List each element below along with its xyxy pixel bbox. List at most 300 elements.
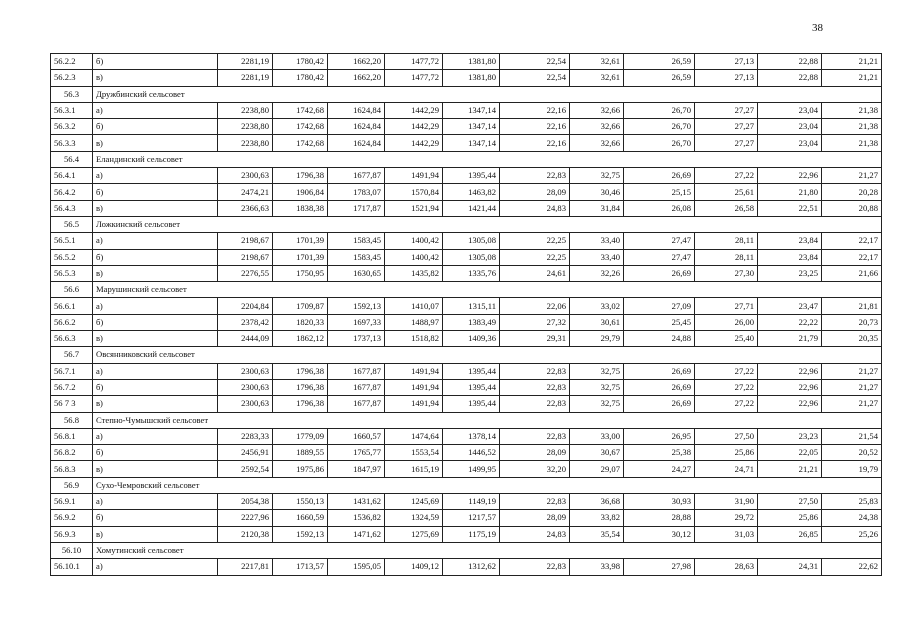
value-cell: 1583,45 <box>328 249 385 265</box>
row-code: 56.8 <box>51 412 93 428</box>
value-cell: 2378,42 <box>218 314 273 330</box>
value-cell: 24,71 <box>695 461 758 477</box>
value-cell: 33,98 <box>570 559 624 575</box>
value-cell: 27,71 <box>695 298 758 314</box>
value-cell: 22,96 <box>758 379 822 395</box>
table-row <box>51 494 882 510</box>
value-cell: 23,04 <box>758 102 822 118</box>
value-cell: 1889,55 <box>273 445 328 461</box>
value-cell: 2283,33 <box>218 428 273 444</box>
value-cell: 35,54 <box>570 526 624 542</box>
value-cell: 22,83 <box>500 363 570 379</box>
value-cell: 1847,97 <box>328 461 385 477</box>
row-code: 56.10 <box>51 542 93 558</box>
value-cell: 20,73 <box>822 314 882 330</box>
value-cell: 1630,65 <box>328 265 385 281</box>
value-cell: 23,23 <box>758 428 822 444</box>
section-title: Марушинский сельсовет <box>93 282 882 298</box>
value-cell: 1175,19 <box>443 526 500 542</box>
table-row <box>51 168 882 184</box>
value-cell: 19,79 <box>822 461 882 477</box>
value-cell: 31,03 <box>695 526 758 542</box>
value-cell: 1975,86 <box>273 461 328 477</box>
value-cell: 2281,19 <box>218 70 273 86</box>
value-cell: 22,16 <box>500 102 570 118</box>
value-cell: 22,83 <box>500 168 570 184</box>
value-cell: 32,66 <box>570 119 624 135</box>
value-cell: 22,96 <box>758 363 822 379</box>
value-cell: 1780,42 <box>273 54 328 70</box>
value-cell: 24,38 <box>822 510 882 526</box>
row-code: 56.5.2 <box>51 249 93 265</box>
value-cell: 1737,13 <box>328 331 385 347</box>
value-cell: 32,61 <box>570 54 624 70</box>
row-label: в) <box>93 70 218 86</box>
value-cell: 26,85 <box>758 526 822 542</box>
page-number: 38 <box>812 22 823 34</box>
value-cell: 22,96 <box>758 168 822 184</box>
value-cell: 29,79 <box>570 331 624 347</box>
table-row <box>51 559 882 575</box>
value-cell: 22,62 <box>822 559 882 575</box>
row-code: 56.4.3 <box>51 200 93 216</box>
value-cell: 27,50 <box>695 428 758 444</box>
value-cell: 26,69 <box>624 379 695 395</box>
value-cell: 1796,38 <box>273 379 328 395</box>
value-cell: 27,09 <box>624 298 695 314</box>
value-cell: 22,88 <box>758 70 822 86</box>
section-row <box>51 86 882 102</box>
value-cell: 26,00 <box>695 314 758 330</box>
table-row <box>51 200 882 216</box>
row-code: 56.8.3 <box>51 461 93 477</box>
value-cell: 32,75 <box>570 379 624 395</box>
value-cell: 21,21 <box>758 461 822 477</box>
value-cell: 28,63 <box>695 559 758 575</box>
section-row <box>51 477 882 493</box>
value-cell: 1536,82 <box>328 510 385 526</box>
section-title: Дружбинский сельсовет <box>93 86 882 102</box>
tariff-table <box>50 53 882 576</box>
row-label: а) <box>93 233 218 249</box>
table-row <box>51 526 882 542</box>
value-cell: 20,52 <box>822 445 882 461</box>
value-cell: 1701,39 <box>273 249 328 265</box>
value-cell: 26,95 <box>624 428 695 444</box>
value-cell: 1410,07 <box>385 298 443 314</box>
value-cell: 1717,87 <box>328 200 385 216</box>
value-cell: 2198,67 <box>218 249 273 265</box>
value-cell: 21,27 <box>822 396 882 412</box>
value-cell: 1796,38 <box>273 396 328 412</box>
value-cell: 1592,13 <box>328 298 385 314</box>
value-cell: 22,51 <box>758 200 822 216</box>
value-cell: 1570,84 <box>385 184 443 200</box>
value-cell: 27,50 <box>758 494 822 510</box>
value-cell: 1315,11 <box>443 298 500 314</box>
value-cell: 1595,05 <box>328 559 385 575</box>
value-cell: 2300,63 <box>218 168 273 184</box>
value-cell: 1442,29 <box>385 119 443 135</box>
value-cell: 1677,87 <box>328 396 385 412</box>
value-cell: 1381,80 <box>443 54 500 70</box>
value-cell: 27,22 <box>695 379 758 395</box>
value-cell: 1431,62 <box>328 494 385 510</box>
value-cell: 1409,12 <box>385 559 443 575</box>
value-cell: 21,66 <box>822 265 882 281</box>
value-cell: 22,16 <box>500 135 570 151</box>
value-cell: 21,81 <box>822 298 882 314</box>
value-cell: 1697,33 <box>328 314 385 330</box>
value-cell: 2198,67 <box>218 233 273 249</box>
value-cell: 2120,38 <box>218 526 273 542</box>
value-cell: 23,84 <box>758 249 822 265</box>
row-code: 56.9.3 <box>51 526 93 542</box>
value-cell: 24,61 <box>500 265 570 281</box>
value-cell: 32,75 <box>570 168 624 184</box>
value-cell: 1906,84 <box>273 184 328 200</box>
value-cell: 22,54 <box>500 54 570 70</box>
row-label: в) <box>93 526 218 542</box>
value-cell: 1381,80 <box>443 70 500 86</box>
value-cell: 27,22 <box>695 396 758 412</box>
row-label: а) <box>93 428 218 444</box>
value-cell: 27,32 <box>500 314 570 330</box>
value-cell: 25,45 <box>624 314 695 330</box>
value-cell: 22,88 <box>758 54 822 70</box>
value-cell: 25,83 <box>822 494 882 510</box>
value-cell: 22,83 <box>500 428 570 444</box>
value-cell: 1421,44 <box>443 200 500 216</box>
row-code: 56.2.2 <box>51 54 93 70</box>
value-cell: 22,83 <box>500 559 570 575</box>
value-cell: 21,38 <box>822 119 882 135</box>
value-cell: 21,27 <box>822 379 882 395</box>
row-label: б) <box>93 54 218 70</box>
row-code: 56.4 <box>51 151 93 167</box>
value-cell: 1677,87 <box>328 363 385 379</box>
section-row <box>51 347 882 363</box>
value-cell: 1305,08 <box>443 233 500 249</box>
value-cell: 22,06 <box>500 298 570 314</box>
value-cell: 1477,72 <box>385 54 443 70</box>
value-cell: 28,09 <box>500 510 570 526</box>
value-cell: 2444,09 <box>218 331 273 347</box>
value-cell: 2300,63 <box>218 396 273 412</box>
value-cell: 27,13 <box>695 54 758 70</box>
value-cell: 1677,87 <box>328 379 385 395</box>
table-row <box>51 102 882 118</box>
value-cell: 26,69 <box>624 265 695 281</box>
value-cell: 1491,94 <box>385 363 443 379</box>
row-code: 56.8.1 <box>51 428 93 444</box>
value-cell: 23,84 <box>758 233 822 249</box>
value-cell: 33,40 <box>570 233 624 249</box>
table-row <box>51 461 882 477</box>
value-cell: 1477,72 <box>385 70 443 86</box>
row-label: в) <box>93 396 218 412</box>
value-cell: 2238,80 <box>218 102 273 118</box>
row-code: 56.5.3 <box>51 265 93 281</box>
value-cell: 27,22 <box>695 168 758 184</box>
value-cell: 1442,29 <box>385 102 443 118</box>
value-cell: 26,59 <box>624 70 695 86</box>
table-row <box>51 119 882 135</box>
row-code: 56.5 <box>51 216 93 232</box>
table-row <box>51 363 882 379</box>
value-cell: 30,67 <box>570 445 624 461</box>
value-cell: 26,59 <box>624 54 695 70</box>
value-cell: 25,61 <box>695 184 758 200</box>
value-cell: 33,82 <box>570 510 624 526</box>
row-code: 56.7 <box>51 347 93 363</box>
row-label: в) <box>93 135 218 151</box>
row-code: 56.4.2 <box>51 184 93 200</box>
value-cell: 32,61 <box>570 70 624 86</box>
value-cell: 22,25 <box>500 233 570 249</box>
value-cell: 26,69 <box>624 396 695 412</box>
value-cell: 26,70 <box>624 119 695 135</box>
value-cell: 1583,45 <box>328 233 385 249</box>
value-cell: 1409,36 <box>443 331 500 347</box>
value-cell: 1491,94 <box>385 379 443 395</box>
value-cell: 1305,08 <box>443 249 500 265</box>
table-row <box>51 298 882 314</box>
table-row <box>51 314 882 330</box>
value-cell: 31,90 <box>695 494 758 510</box>
value-cell: 25,86 <box>695 445 758 461</box>
row-label: б) <box>93 119 218 135</box>
value-cell: 22,17 <box>822 233 882 249</box>
value-cell: 1662,20 <box>328 70 385 86</box>
value-cell: 1521,94 <box>385 200 443 216</box>
value-cell: 2276,55 <box>218 265 273 281</box>
row-code: 56.10.1 <box>51 559 93 575</box>
value-cell: 30,61 <box>570 314 624 330</box>
row-label: б) <box>93 379 218 395</box>
value-cell: 28,88 <box>624 510 695 526</box>
value-cell: 24,27 <box>624 461 695 477</box>
value-cell: 1312,62 <box>443 559 500 575</box>
value-cell: 1395,44 <box>443 168 500 184</box>
value-cell: 1491,94 <box>385 396 443 412</box>
row-code: 56.3.1 <box>51 102 93 118</box>
value-cell: 26,69 <box>624 363 695 379</box>
value-cell: 1400,42 <box>385 233 443 249</box>
row-label: в) <box>93 461 218 477</box>
value-cell: 1615,19 <box>385 461 443 477</box>
value-cell: 1701,39 <box>273 233 328 249</box>
table-row <box>51 510 882 526</box>
value-cell: 1742,68 <box>273 102 328 118</box>
value-cell: 1347,14 <box>443 119 500 135</box>
row-label: а) <box>93 168 218 184</box>
value-cell: 23,04 <box>758 135 822 151</box>
value-cell: 27,13 <box>695 70 758 86</box>
value-cell: 1335,76 <box>443 265 500 281</box>
value-cell: 1463,82 <box>443 184 500 200</box>
value-cell: 1275,69 <box>385 526 443 542</box>
value-cell: 1217,57 <box>443 510 500 526</box>
value-cell: 27,22 <box>695 363 758 379</box>
row-code: 56.9.2 <box>51 510 93 526</box>
table-row <box>51 428 882 444</box>
section-row <box>51 216 882 232</box>
value-cell: 2281,19 <box>218 54 273 70</box>
value-cell: 28,09 <box>500 445 570 461</box>
row-label: в) <box>93 200 218 216</box>
value-cell: 2456,91 <box>218 445 273 461</box>
value-cell: 33,00 <box>570 428 624 444</box>
value-cell: 1435,82 <box>385 265 443 281</box>
row-label: в) <box>93 331 218 347</box>
value-cell: 21,38 <box>822 135 882 151</box>
value-cell: 1838,38 <box>273 200 328 216</box>
value-cell: 21,21 <box>822 54 882 70</box>
value-cell: 25,38 <box>624 445 695 461</box>
row-code: 56.2.3 <box>51 70 93 86</box>
row-code: 56.3.2 <box>51 119 93 135</box>
value-cell: 22,96 <box>758 396 822 412</box>
value-cell: 32,75 <box>570 363 624 379</box>
row-code: 56.7.2 <box>51 379 93 395</box>
row-label: б) <box>93 314 218 330</box>
value-cell: 27,27 <box>695 102 758 118</box>
row-label: а) <box>93 494 218 510</box>
value-cell: 1488,97 <box>385 314 443 330</box>
row-code: 56.6 <box>51 282 93 298</box>
value-cell: 1820,33 <box>273 314 328 330</box>
value-cell: 1765,77 <box>328 445 385 461</box>
value-cell: 1677,87 <box>328 168 385 184</box>
row-code: 56.6.3 <box>51 331 93 347</box>
row-code: 56 7 3 <box>51 396 93 412</box>
value-cell: 1660,59 <box>273 510 328 526</box>
value-cell: 33,40 <box>570 249 624 265</box>
value-cell: 1624,84 <box>328 119 385 135</box>
value-cell: 25,26 <box>822 526 882 542</box>
value-cell: 22,54 <box>500 70 570 86</box>
value-cell: 1491,94 <box>385 168 443 184</box>
value-cell: 22,83 <box>500 396 570 412</box>
row-code: 56.9 <box>51 477 93 493</box>
value-cell: 1592,13 <box>273 526 328 542</box>
value-cell: 23,47 <box>758 298 822 314</box>
value-cell: 1624,84 <box>328 102 385 118</box>
table-row <box>51 331 882 347</box>
table-row <box>51 379 882 395</box>
value-cell: 29,31 <box>500 331 570 347</box>
value-cell: 1550,13 <box>273 494 328 510</box>
value-cell: 29,72 <box>695 510 758 526</box>
value-cell: 1518,82 <box>385 331 443 347</box>
value-cell: 22,83 <box>500 494 570 510</box>
value-cell: 23,25 <box>758 265 822 281</box>
value-cell: 32,26 <box>570 265 624 281</box>
value-cell: 1395,44 <box>443 396 500 412</box>
value-cell: 25,15 <box>624 184 695 200</box>
value-cell: 32,66 <box>570 102 624 118</box>
section-row <box>51 151 882 167</box>
value-cell: 1499,95 <box>443 461 500 477</box>
value-cell: 32,66 <box>570 135 624 151</box>
value-cell: 21,54 <box>822 428 882 444</box>
value-cell: 26,70 <box>624 135 695 151</box>
value-cell: 1383,49 <box>443 314 500 330</box>
value-cell: 1474,64 <box>385 428 443 444</box>
row-code: 56.8.2 <box>51 445 93 461</box>
section-title: Степно-Чумышский сельсовет <box>93 412 882 428</box>
value-cell: 1742,68 <box>273 119 328 135</box>
value-cell: 1862,12 <box>273 331 328 347</box>
value-cell: 1395,44 <box>443 379 500 395</box>
value-cell: 2054,38 <box>218 494 273 510</box>
section-title: Еландинский сельсовет <box>93 151 882 167</box>
value-cell: 24,31 <box>758 559 822 575</box>
value-cell: 2238,80 <box>218 119 273 135</box>
value-cell: 27,98 <box>624 559 695 575</box>
value-cell: 1553,54 <box>385 445 443 461</box>
value-cell: 1750,95 <box>273 265 328 281</box>
row-label: б) <box>93 184 218 200</box>
value-cell: 21,38 <box>822 102 882 118</box>
value-cell: 24,83 <box>500 200 570 216</box>
value-cell: 30,12 <box>624 526 695 542</box>
value-cell: 1347,14 <box>443 135 500 151</box>
value-cell: 1347,14 <box>443 102 500 118</box>
value-cell: 2474,21 <box>218 184 273 200</box>
value-cell: 1442,29 <box>385 135 443 151</box>
value-cell: 21,27 <box>822 168 882 184</box>
value-cell: 27,47 <box>624 233 695 249</box>
value-cell: 27,27 <box>695 119 758 135</box>
value-cell: 22,17 <box>822 249 882 265</box>
value-cell: 1780,42 <box>273 70 328 86</box>
row-code: 56.9.1 <box>51 494 93 510</box>
row-label: а) <box>93 298 218 314</box>
value-cell: 2592,54 <box>218 461 273 477</box>
table-row <box>51 135 882 151</box>
value-cell: 20,88 <box>822 200 882 216</box>
value-cell: 28,09 <box>500 184 570 200</box>
value-cell: 24,88 <box>624 331 695 347</box>
section-title: Овсянниковский сельсовет <box>93 347 882 363</box>
value-cell: 27,30 <box>695 265 758 281</box>
value-cell: 36,68 <box>570 494 624 510</box>
value-cell: 1378,14 <box>443 428 500 444</box>
value-cell: 20,28 <box>822 184 882 200</box>
value-cell: 32,75 <box>570 396 624 412</box>
value-cell: 26,58 <box>695 200 758 216</box>
section-title: Ложкинский сельсовет <box>93 216 882 232</box>
section-row <box>51 542 882 558</box>
value-cell: 1742,68 <box>273 135 328 151</box>
value-cell: 25,40 <box>695 331 758 347</box>
value-cell: 27,27 <box>695 135 758 151</box>
value-cell: 33,02 <box>570 298 624 314</box>
row-label: б) <box>93 510 218 526</box>
value-cell: 1324,59 <box>385 510 443 526</box>
table-row <box>51 54 882 70</box>
value-cell: 1662,20 <box>328 54 385 70</box>
value-cell: 2227,96 <box>218 510 273 526</box>
value-cell: 2217,81 <box>218 559 273 575</box>
row-code: 56.4.1 <box>51 168 93 184</box>
row-label: б) <box>93 445 218 461</box>
value-cell: 26,08 <box>624 200 695 216</box>
value-cell: 24,83 <box>500 526 570 542</box>
row-label: б) <box>93 249 218 265</box>
